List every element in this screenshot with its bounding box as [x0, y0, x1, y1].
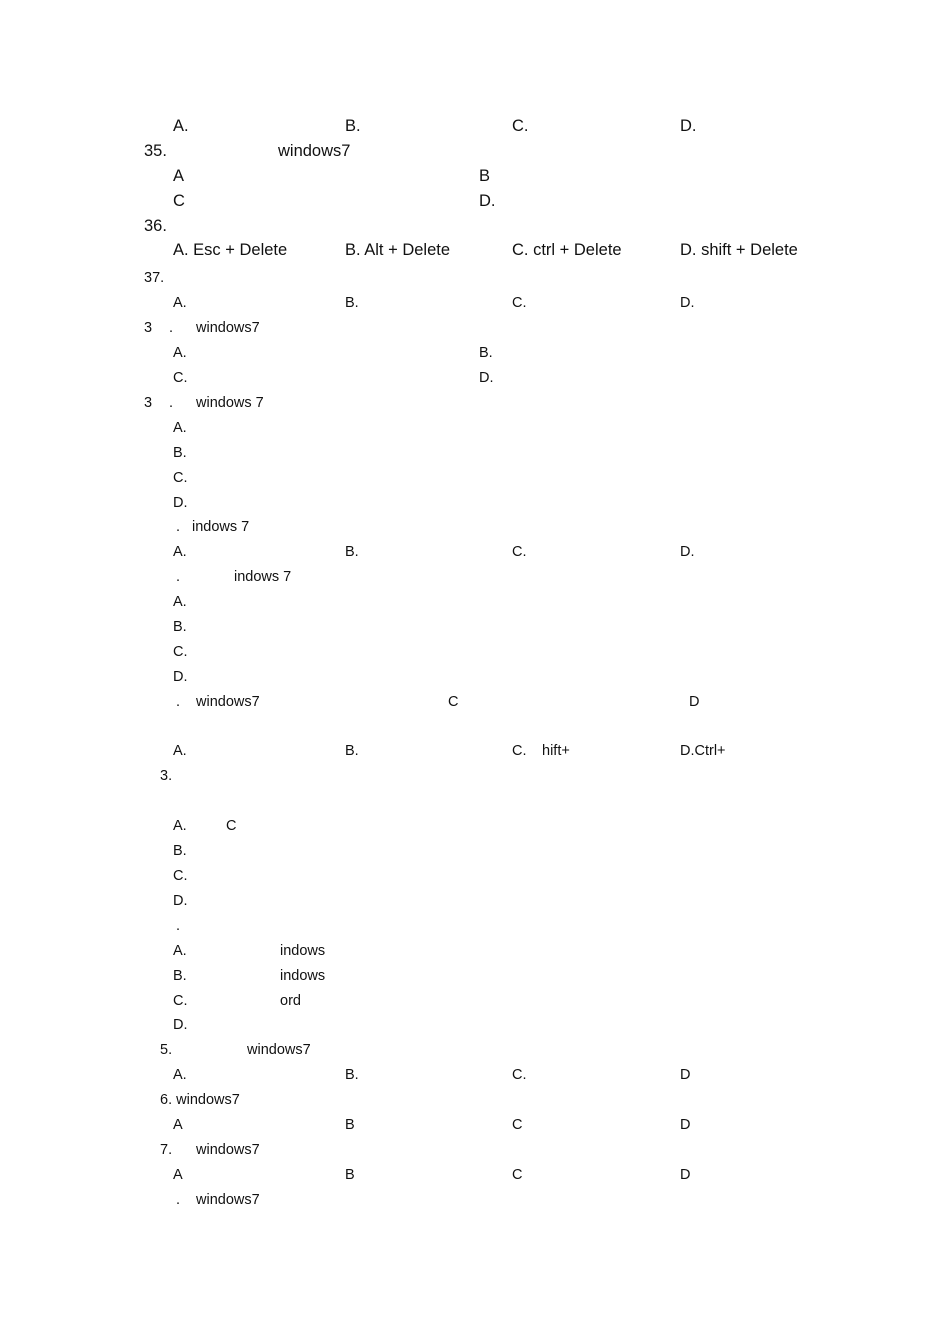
option-c: C.: [173, 993, 188, 1009]
option-d: D: [680, 1067, 691, 1083]
question-number: 3: [144, 395, 153, 411]
question-dot: .: [176, 1192, 181, 1208]
option-c: C.: [512, 117, 529, 135]
option-d: D.: [173, 893, 188, 909]
option-a: A.: [173, 295, 187, 311]
question-text: C: [448, 694, 459, 710]
option-d: D: [680, 1117, 691, 1133]
option-a: A.: [173, 1067, 187, 1083]
option-a-text: C: [226, 818, 237, 834]
option-d: D.: [173, 669, 188, 685]
option-c: C.: [173, 370, 188, 386]
option-b: B.: [345, 544, 359, 560]
option-b: B.: [345, 743, 359, 759]
option-d: D.: [173, 495, 188, 511]
option-a: A.: [173, 117, 189, 135]
question-number: 3.: [160, 768, 173, 784]
option-b: B.: [479, 345, 493, 361]
option-a: A.: [173, 345, 187, 361]
question-text: windows7: [196, 1192, 260, 1208]
question-text: indows 7: [234, 569, 292, 585]
option-d: D.: [680, 117, 697, 135]
option-b: B: [345, 1117, 355, 1133]
option-a: A. Esc + Delete: [173, 241, 288, 259]
option-c: C.: [512, 295, 527, 311]
option-b: B.: [173, 619, 187, 635]
option-d: D. shift + Delete: [680, 241, 798, 259]
question-text: indows 7: [192, 519, 250, 535]
option-b: B: [345, 1167, 355, 1183]
option-d: D.: [680, 295, 695, 311]
option-c: C: [512, 1117, 523, 1133]
option-b: B.: [173, 445, 187, 461]
question-text: windows 7: [196, 395, 264, 411]
option-d: D.: [680, 544, 695, 560]
option-c: C. ctrl + Delete: [512, 241, 622, 259]
question-dot: .: [169, 320, 174, 336]
option-b: B.: [173, 843, 187, 859]
option-b: B.: [345, 1067, 359, 1083]
option-b-text: indows: [280, 968, 326, 984]
option-a: A.: [173, 544, 187, 560]
question-text: windows7: [196, 1142, 260, 1158]
option-a: A: [173, 167, 185, 185]
option-a-text: indows: [280, 943, 326, 959]
question-number: 5.: [160, 1042, 173, 1058]
option-d: D.: [173, 1017, 188, 1033]
option-b: B.: [173, 968, 187, 984]
option-d: D: [680, 1167, 691, 1183]
question-text: windows7: [278, 142, 351, 160]
question-text: 6. windows7: [160, 1092, 240, 1108]
option-a: A.: [173, 818, 187, 834]
option-d: D.: [479, 370, 494, 386]
option-a: A.: [173, 594, 187, 610]
option-c-text: hift+: [542, 743, 570, 759]
option-d: D.: [479, 192, 496, 210]
option-a: A.: [173, 420, 187, 436]
option-c: C.: [173, 470, 188, 486]
option-c: C.: [512, 544, 527, 560]
option-a: A.: [173, 943, 187, 959]
question-number: 7.: [160, 1142, 173, 1158]
question-dot: .: [176, 918, 181, 934]
question-text: windows7: [247, 1042, 311, 1058]
option-c: C.: [512, 1067, 527, 1083]
question-dot: .: [176, 519, 181, 535]
question-dot: .: [176, 694, 181, 710]
option-c: C.: [173, 644, 188, 660]
option-c: C: [173, 192, 185, 210]
option-a: A: [173, 1167, 183, 1183]
question-number: 36.: [144, 217, 167, 235]
option-b: B: [479, 167, 491, 185]
option-b: B.: [345, 117, 361, 135]
option-b: B.: [345, 295, 359, 311]
option-c: C: [512, 1167, 523, 1183]
option-c: C.: [173, 868, 188, 884]
option-b: B. Alt + Delete: [345, 241, 451, 259]
option-d: D.Ctrl+: [680, 743, 726, 759]
question-number: 37.: [144, 270, 165, 286]
question-dot: .: [176, 569, 181, 585]
option-c-text: ord: [280, 993, 301, 1009]
question-text: windows7: [196, 694, 260, 710]
question-number: 35.: [144, 142, 167, 160]
question-dot: .: [169, 395, 174, 411]
question-text: D: [689, 694, 700, 710]
option-a: A.: [173, 743, 187, 759]
option-c: C.: [512, 743, 527, 759]
option-a: A: [173, 1117, 183, 1133]
question-text: windows7: [196, 320, 260, 336]
question-number: 3: [144, 320, 153, 336]
